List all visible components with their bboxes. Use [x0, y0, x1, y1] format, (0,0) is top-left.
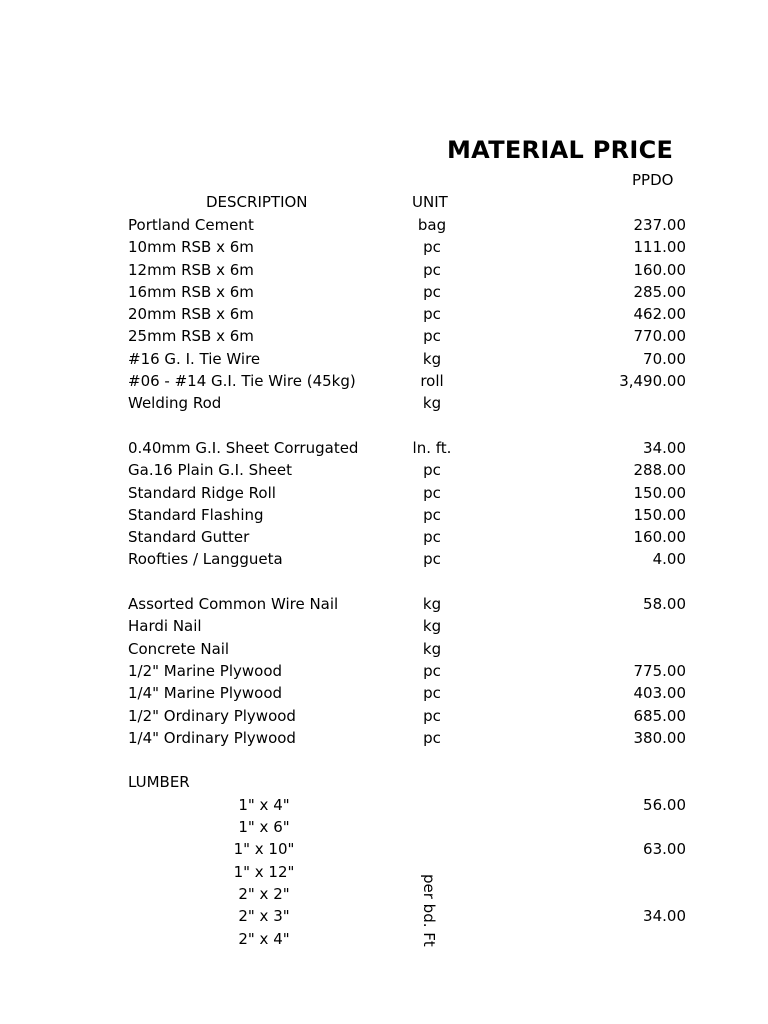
- row-unit: pc: [423, 528, 441, 547]
- row-description: 12mm RSB x 6m: [128, 260, 254, 279]
- row-price: 285.00: [633, 282, 686, 301]
- row-description: Ga.16 Plain G.I. Sheet: [128, 461, 293, 480]
- table-row: [0, 615, 768, 637]
- blank-row: [0, 571, 768, 593]
- row-description: 1" x 6": [238, 818, 290, 837]
- table-row: [0, 459, 768, 481]
- row-description: 2" x 2": [238, 884, 290, 903]
- row-unit: pc: [423, 282, 441, 301]
- table-row: [0, 281, 768, 303]
- row-description: #16 G. I. Tie Wire: [128, 349, 261, 368]
- price-table: [0, 214, 768, 950]
- table-row: [0, 437, 768, 459]
- row-unit: pc: [423, 260, 441, 279]
- lumber-unit: per bd. Ft: [420, 874, 438, 947]
- table-row: [0, 660, 768, 682]
- table-row: [0, 303, 768, 325]
- row-price: 403.00: [633, 684, 686, 703]
- row-description: Roofties / Langgueta: [128, 550, 283, 569]
- row-description: 20mm RSB x 6m: [128, 305, 254, 324]
- row-description: 1/2" Marine Plywood: [128, 661, 283, 680]
- row-description: 1" x 10": [233, 840, 295, 859]
- table-row: [0, 638, 768, 660]
- table-row: [0, 593, 768, 615]
- table-row: [0, 727, 768, 749]
- row-price: 160.00: [633, 528, 686, 547]
- row-description: Standard Flashing: [128, 505, 264, 524]
- row-price: 63.00: [643, 840, 686, 859]
- row-unit: ln. ft.: [412, 438, 452, 457]
- table-row: [0, 348, 768, 370]
- page-title: MATERIAL PRICE: [447, 136, 674, 164]
- row-price: 775.00: [633, 661, 686, 680]
- row-price: 288.00: [633, 461, 686, 480]
- table-row: [0, 214, 768, 236]
- row-price: 34.00: [643, 907, 686, 926]
- row-price: 160.00: [633, 260, 686, 279]
- table-row: [0, 771, 768, 793]
- blank-row: [0, 415, 768, 437]
- blank-row: [0, 749, 768, 771]
- row-description: 0.40mm G.I. Sheet Corrugated: [128, 438, 359, 457]
- row-description: Welding Rod: [128, 394, 222, 413]
- row-unit: bag: [417, 216, 447, 234]
- row-description: LUMBER: [128, 773, 190, 792]
- row-unit: pc: [423, 483, 441, 502]
- row-price: 150.00: [633, 483, 686, 502]
- row-description: 25mm RSB x 6m: [128, 327, 254, 346]
- table-row: [0, 504, 768, 526]
- row-price: 56.00: [643, 795, 686, 814]
- row-unit: pc: [423, 728, 441, 747]
- row-unit: pc: [423, 505, 441, 524]
- header-unit: UNIT: [412, 193, 448, 211]
- row-unit: pc: [423, 706, 441, 725]
- row-unit: pc: [423, 305, 441, 324]
- row-description: Standard Ridge Roll: [128, 483, 276, 502]
- table-row: [0, 325, 768, 347]
- row-description: 1" x 4": [238, 795, 290, 814]
- row-description: Assorted Common Wire Nail: [128, 595, 339, 614]
- row-unit: kg: [422, 639, 442, 658]
- table-row: [0, 259, 768, 281]
- row-unit: pc: [423, 461, 441, 480]
- table-row: [0, 905, 768, 927]
- row-price: 150.00: [633, 505, 686, 524]
- table-row: [0, 883, 768, 905]
- table-row: [0, 236, 768, 258]
- row-description: Hardi Nail: [128, 617, 202, 636]
- row-price: 58.00: [643, 595, 686, 614]
- row-description: 10mm RSB x 6m: [128, 238, 254, 257]
- row-unit: kg: [422, 349, 442, 368]
- row-unit: roll: [420, 372, 444, 391]
- table-row: [0, 482, 768, 504]
- row-price: 380.00: [633, 728, 686, 747]
- row-price: 770.00: [633, 327, 686, 346]
- row-description: 1/4" Marine Plywood: [128, 684, 283, 703]
- table-row: [0, 392, 768, 414]
- row-price: 237.00: [633, 216, 686, 234]
- row-description: #06 - #14 G.I. Tie Wire (45kg): [128, 372, 356, 391]
- table-row: [0, 861, 768, 883]
- table-row: [0, 548, 768, 570]
- row-unit: pc: [423, 684, 441, 703]
- row-description: 1/2" Ordinary Plywood: [128, 706, 296, 725]
- table-row: [0, 370, 768, 392]
- row-unit: pc: [423, 238, 441, 257]
- row-price: 4.00: [652, 550, 686, 569]
- row-description: 1/4" Ordinary Plywood: [128, 728, 296, 747]
- table-row: [0, 705, 768, 727]
- row-description: 16mm RSB x 6m: [128, 282, 254, 301]
- row-price: 34.00: [643, 438, 686, 457]
- table-row: [0, 526, 768, 548]
- table-row: [0, 682, 768, 704]
- row-description: Portland Cement: [128, 216, 254, 234]
- table-row: [0, 928, 768, 950]
- row-unit: kg: [422, 595, 442, 614]
- header-description: DESCRIPTION: [206, 193, 308, 211]
- source-label: PPDO: [632, 171, 674, 189]
- row-price: 462.00: [633, 305, 686, 324]
- table-row: [0, 838, 768, 860]
- row-unit: pc: [423, 327, 441, 346]
- row-unit: pc: [423, 550, 441, 569]
- row-price: 70.00: [643, 349, 686, 368]
- row-description: 1" x 12": [233, 862, 295, 881]
- row-price: 3,490.00: [619, 372, 686, 391]
- row-price: 685.00: [633, 706, 686, 725]
- row-unit: pc: [423, 661, 441, 680]
- table-row: [0, 816, 768, 838]
- row-description: 2" x 4": [238, 929, 290, 948]
- row-description: Standard Gutter: [128, 528, 250, 547]
- row-unit: kg: [422, 394, 442, 413]
- row-description: Concrete Nail: [128, 639, 230, 658]
- row-description: 2" x 3": [238, 907, 290, 926]
- table-row: [0, 794, 768, 816]
- row-unit: kg: [422, 617, 442, 636]
- row-price: 111.00: [633, 238, 686, 257]
